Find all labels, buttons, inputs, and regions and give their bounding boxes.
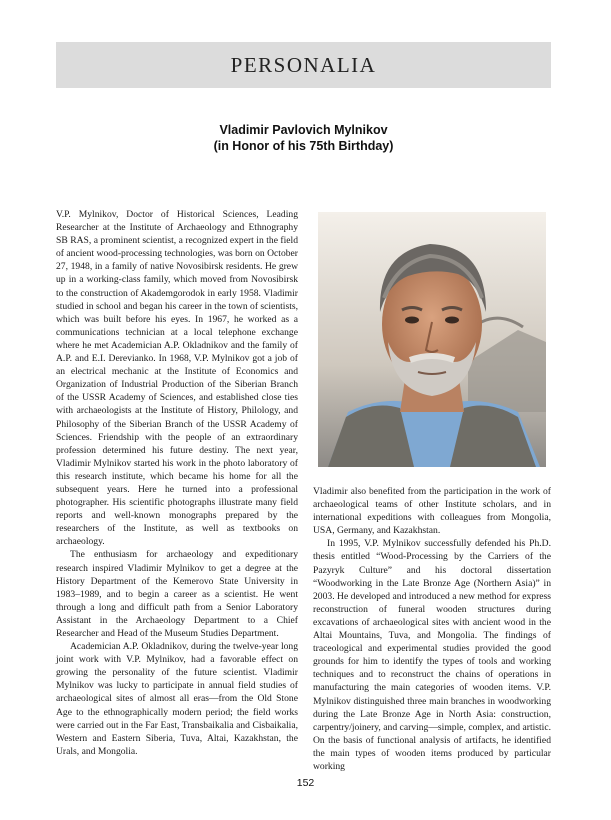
article-title xyxy=(56,122,551,154)
paragraph: V.P. Mylnikov, Doctor of Historical Sciences, Leading Researcher at the Institute of Archaeology and Ethnography SB RAS, a prominent scientist, a recognized expert in the field of ancient wood-processing technologies, was born on October 27, 1948, in a family of native Novosibirsk residents. He grew up in a working-class family, which moved from Novosibirsk to the construction of Akademgorodok in early 1958. Vladimir studied in school and began his career in the town of scientists, which was built before his eyes. In 1967, he worked as a communications technician at a local telephone exchange where he met Academician A.P. Okladnikov and the family of A.P. and E.I. Derevianko. In 1968, V.P. Mylnikov got a job of an electrical mechanic at the Institute of Economics and Organization of Industrial Production of the Siberian Branch of the USSR Academy of Sciences, and established close ties with archaeologists at the Institute of History, Philology, and Philosophy of the Siberian Branch of the USSR Academy of Sciences. Friendship with the people of an extraordinary profession determined his future destiny. The next year, Vladimir Mylnikov started his work in the photo laboratory of this research institute, which became his home for all the subsequent years. Here he turned into a professional photographer. His scientific photographs illustrate many field reports and well-known monographs prepared by the researchers of the Institute, as well as textbooks on archaeology. xyxy=(56,209,298,548)
right-column xyxy=(313,485,551,773)
paragraph: In 1995, V.P. Mylnikov successfully defended his Ph.D. thesis entitled “Wood-Processing by the Carriers of the Pazyryk Culture” and his doctoral dissertation “Woodworking in the Late Bronze Age (Northern Asia)” in 2003. He developed and introduced a new method for express reconstruction of funeral wooden structures during excavations of archaeological sites with ancient wood in the Altai Mountains, Tuva, and Mongolia. The findings of traceological and experimental studies provided the good grounds for him to identify the types of tools and working techniques and to reconstruct the chains of operations in manufacturing the main categories of wooden items. V.P. Mylnikov distinguished three main branches in woodworking during the Late Bronze Age in North Asia: construction, carpentry/joinery, and carving—simple, complex, and artistic. On the basis of functional analysis of artifacts, he identified the main types of wooden items produced by particular working xyxy=(313,538,551,772)
paragraph: Vladimir also benefited from the participation in the work of archaeological teams of other Institute scholars, and in international expeditions with colleagues from Mongolia, USA, Germany, and Kazakhstan. xyxy=(313,486,551,537)
article-title-subtitle: (in Honor of his 75th Birthday) xyxy=(213,139,394,153)
article-title-name: Vladimir Pavlovich Mylnikov xyxy=(219,123,388,137)
paragraph: Academician A.P. Okladnikov, during the twelve-year long joint work with V.P. Mylnikov, had a favorable effect on growing the personality of the future scientist. Vladimir Mylnikov was lucky to participate in annual field studies of archaeological sites of almost all eras—from the Old Stone Age to the ethnographically modern period; the field works were carried out in the Far East, Transbaikalia and Cisbaikalia, Western and Eastern Siberia, Tuva, Altai, Kazakhstan, the Urals, and Mongolia. xyxy=(56,641,298,757)
page-number: 152 xyxy=(296,777,315,789)
portrait-photo xyxy=(318,212,546,467)
left-column xyxy=(56,208,298,758)
paragraph: The enthusiasm for archaeology and expeditionary research inspired Vladimir Mylnikov to get a degree at the History Department of the Kemerovo State University in 1983–1989, and to begin a career as a scientist. He went through a long and difficult path from a Senior Laboratory Assistant in the Archaeology Department to a Chief Researcher and Head of the Museum Studies Department. xyxy=(56,549,298,639)
section-title: PERSONALIA xyxy=(230,52,377,77)
section-banner xyxy=(56,42,551,88)
